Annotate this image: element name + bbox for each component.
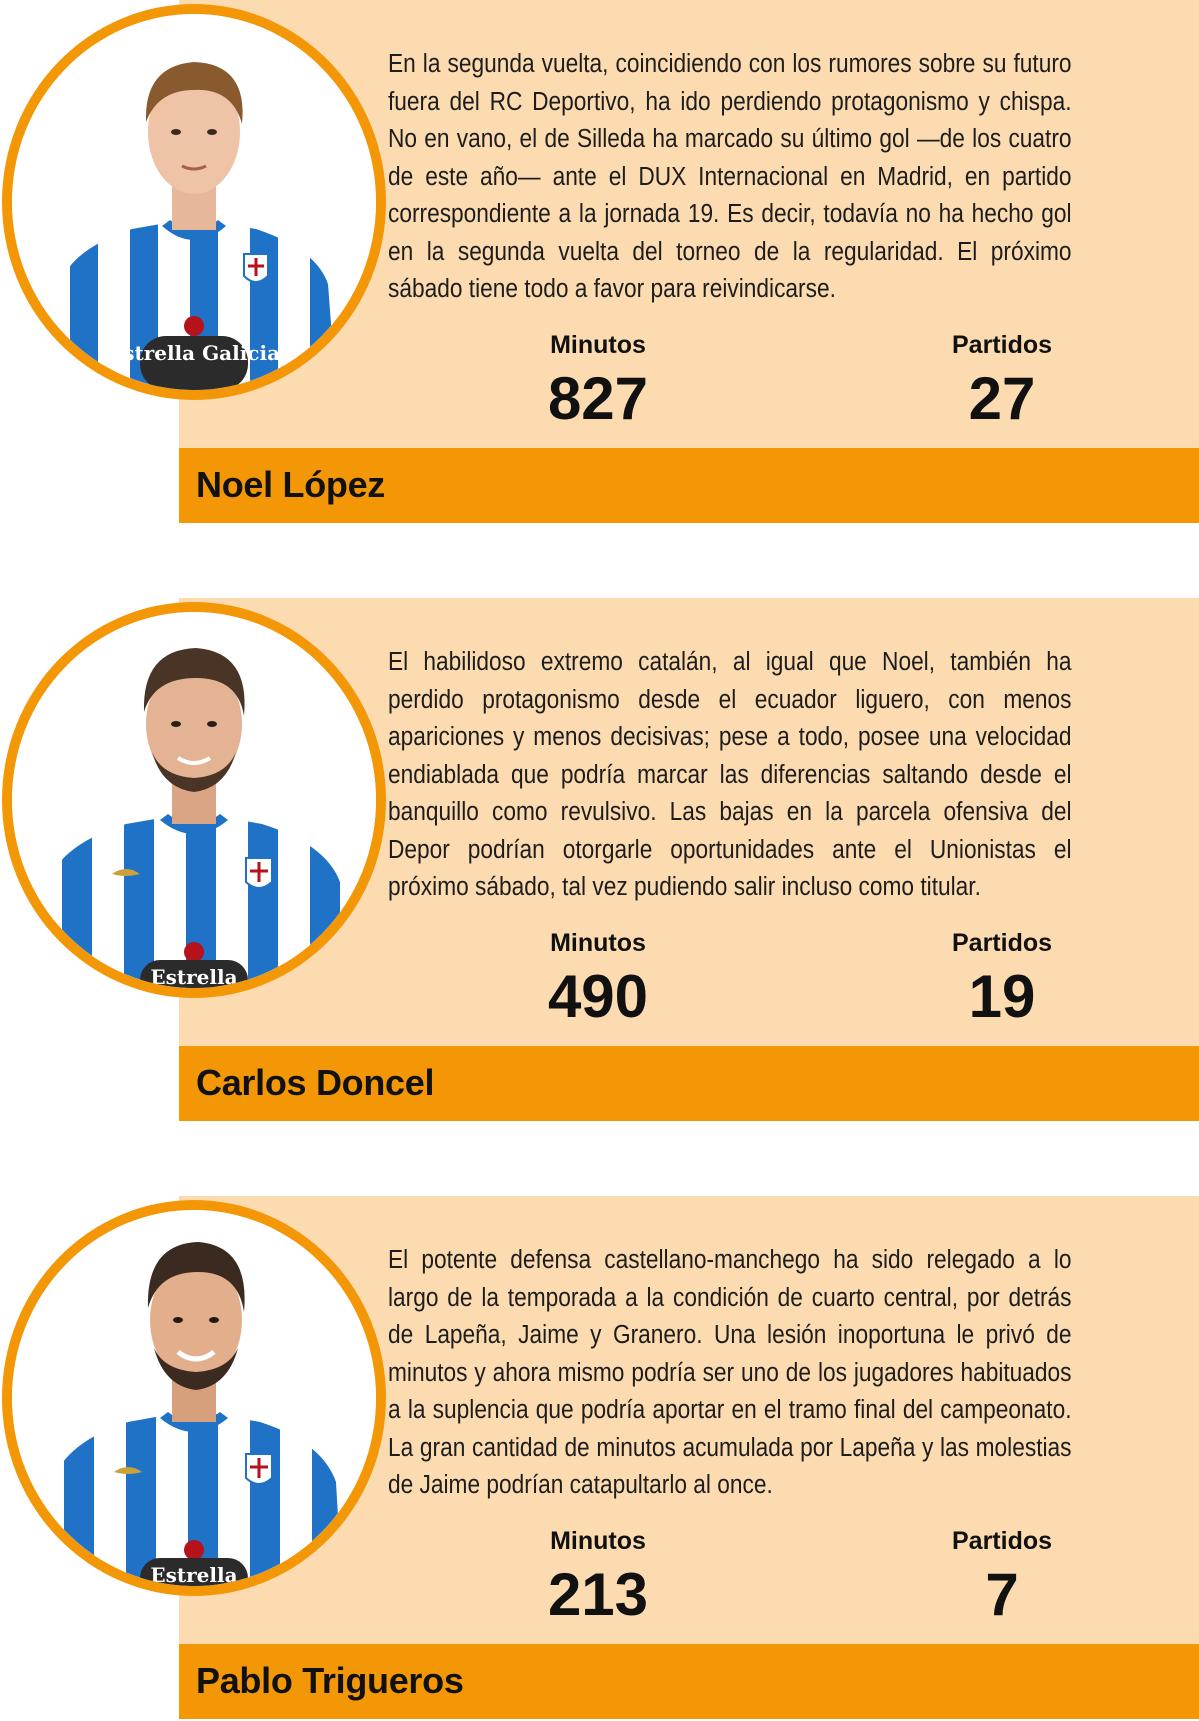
- minutes-value: 490: [547, 963, 649, 1030]
- player-description: El potente defensa castellano-manchego ha sido relegado a lo largo de la temporada a la condición de cuarto central, por detrás de Lapeña, Jaime y Granero. Una lesión inoportuna le privó de minutos y ahora mismo podría ser uno de los jugadores habituados a la suplencia que podría aportar en el tramo final del campeonato. La gran cantidad de minutos acumulada por Lapeña y las molestias de Jaime podrían catapultarlo al once.: [388, 1246, 1072, 1499]
- minutes-stat: [468, 330, 728, 432]
- matches-label: Partidos: [951, 929, 1053, 957]
- matches-label: Partidos: [951, 331, 1053, 359]
- player-card-noel-lopez: [0, 0, 1199, 525]
- player-photo-icon: [2, 4, 386, 400]
- minutes-label: Minutos: [550, 1527, 646, 1555]
- minutes-value: 827: [547, 365, 649, 432]
- minutes-stat: [468, 928, 728, 1030]
- matches-value: 27: [968, 365, 1036, 432]
- player-card-carlos-doncel: [0, 598, 1199, 1123]
- player-name: Noel López: [196, 464, 386, 505]
- player-card-pablo-trigueros: [0, 1196, 1199, 1721]
- player-description: El habilidoso extremo catalán, al igual que Noel, también ha perdido protagonismo desde el ecuador liguero, con menos apariciones y menos decisivas; pese a todo, posee una velocidad endiablada que podría marcar las diferencias saltando desde el banquillo como revulsivo. Las bajas en la parcela ofensiva del Depor podrían otorgarle oportunidades ante el Unionistas el próximo sábado, tal vez pudiendo salir incluso como titular.: [388, 648, 1072, 901]
- player-photo-icon: [2, 602, 386, 998]
- sponsor-text: Estrella: [150, 965, 238, 988]
- minutes-label: Minutos: [550, 929, 646, 957]
- player-description: En la segunda vuelta, coincidiendo con los rumores sobre su futuro fuera del RC Deportivo, ha ido perdiendo protagonismo y chispa. No en vano, el de Silleda ha marcado su último gol —de los cuatro de este año— ante el DUX Internacional en Madrid, en partido correspondiente a la jornada 19. Es decir, todavía no ha hecho gol en la segunda vuelta del torneo de la regularidad. El próximo sábado tiene todo a favor para reivindicarse.: [388, 50, 1072, 303]
- player-photo-icon: [2, 1200, 386, 1596]
- minutes-value: 213: [547, 1561, 649, 1628]
- matches-stat: [872, 330, 1132, 432]
- matches-stat: [872, 928, 1132, 1030]
- matches-stat: [872, 1526, 1132, 1628]
- sponsor-text: Estrella Galicia: [107, 341, 281, 365]
- player-name: Pablo Trigueros: [196, 1660, 464, 1701]
- matches-value: 19: [968, 963, 1036, 1030]
- minutes-stat: [468, 1526, 728, 1628]
- sponsor-text: Estrella: [150, 1563, 238, 1586]
- minutes-label: Minutos: [550, 331, 646, 359]
- matches-value: 7: [985, 1561, 1019, 1628]
- matches-label: Partidos: [951, 1527, 1053, 1555]
- player-name: Carlos Doncel: [196, 1062, 435, 1103]
